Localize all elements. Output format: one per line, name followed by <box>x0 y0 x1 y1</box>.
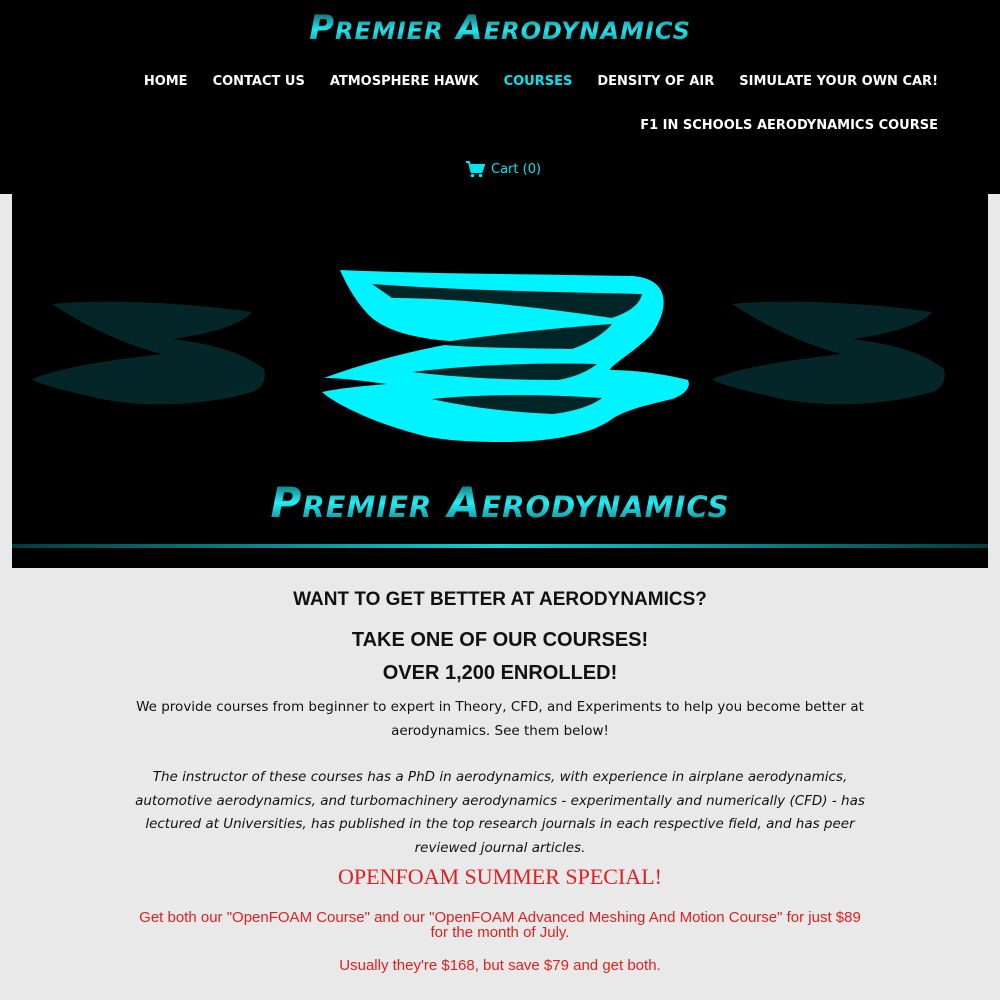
site-header <box>0 0 1000 194</box>
nav-item-courses[interactable]: COURSES <box>503 74 573 89</box>
hero-banner <box>12 194 988 568</box>
cart-label: Cart (0) <box>491 162 542 177</box>
main-nav <box>119 72 938 92</box>
intro-paragraph: We provide courses from beginner to expert in Theory, CFD, and Experiments to help you become better at aerodynamics. See them below! <box>136 699 864 739</box>
site-logo[interactable]: Premier Aerodynamics <box>0 8 1000 48</box>
hero-divider <box>12 544 988 548</box>
heading-take-course: TAKE ONE OF OUR COURSES! <box>351 629 649 651</box>
instructor-paragraph: The instructor of these courses has a PhD in aerodynamics, with experience in airplane aerodynamics, automotive aerodynamics, and turbomachinery aerodynamics - experimentally and numerically (CFD) - has lectured at Universities, has published in the top research journals in each respective field, and has peer reviewed journal articles. <box>135 769 865 856</box>
nav-item-simulate-your-own-car[interactable]: SIMULATE YOUR OWN CAR! <box>739 74 938 89</box>
hawk-logo-icon <box>12 194 988 474</box>
main-nav-row2 <box>615 114 938 136</box>
shopping-cart-icon <box>466 161 485 178</box>
cart-link[interactable] <box>466 161 541 178</box>
special-offer-title: OPENFOAM SUMMER SPECIAL! <box>338 864 662 889</box>
special-offer-note: Usually they're $168, but save $79 and get both. <box>339 957 661 974</box>
nav-item-contact-us[interactable]: CONTACT US <box>212 74 305 89</box>
nav-item-density-of-air[interactable]: DENSITY OF AIR <box>597 74 715 89</box>
heading-better-aerodynamics: WANT TO GET BETTER AT AERODYNAMICS? <box>293 589 707 610</box>
nav-item-home[interactable]: HOME <box>143 74 188 89</box>
special-offer-text: Get both our "OpenFOAM Course" and our "OpenFOAM Advanced Meshing And Motion Course" for just $89 for the month of July. <box>139 909 861 941</box>
nav-item-f1-in-schools[interactable]: F1 IN SCHOOLS AERODYNAMICS COURSE <box>640 118 938 133</box>
heading-enrolled: OVER 1,200 ENROLLED! <box>382 662 618 684</box>
nav-item-atmosphere-hawk[interactable]: ATMOSPHERE HAWK <box>329 74 479 89</box>
hero-title: Premier Aerodynamics <box>12 478 988 527</box>
